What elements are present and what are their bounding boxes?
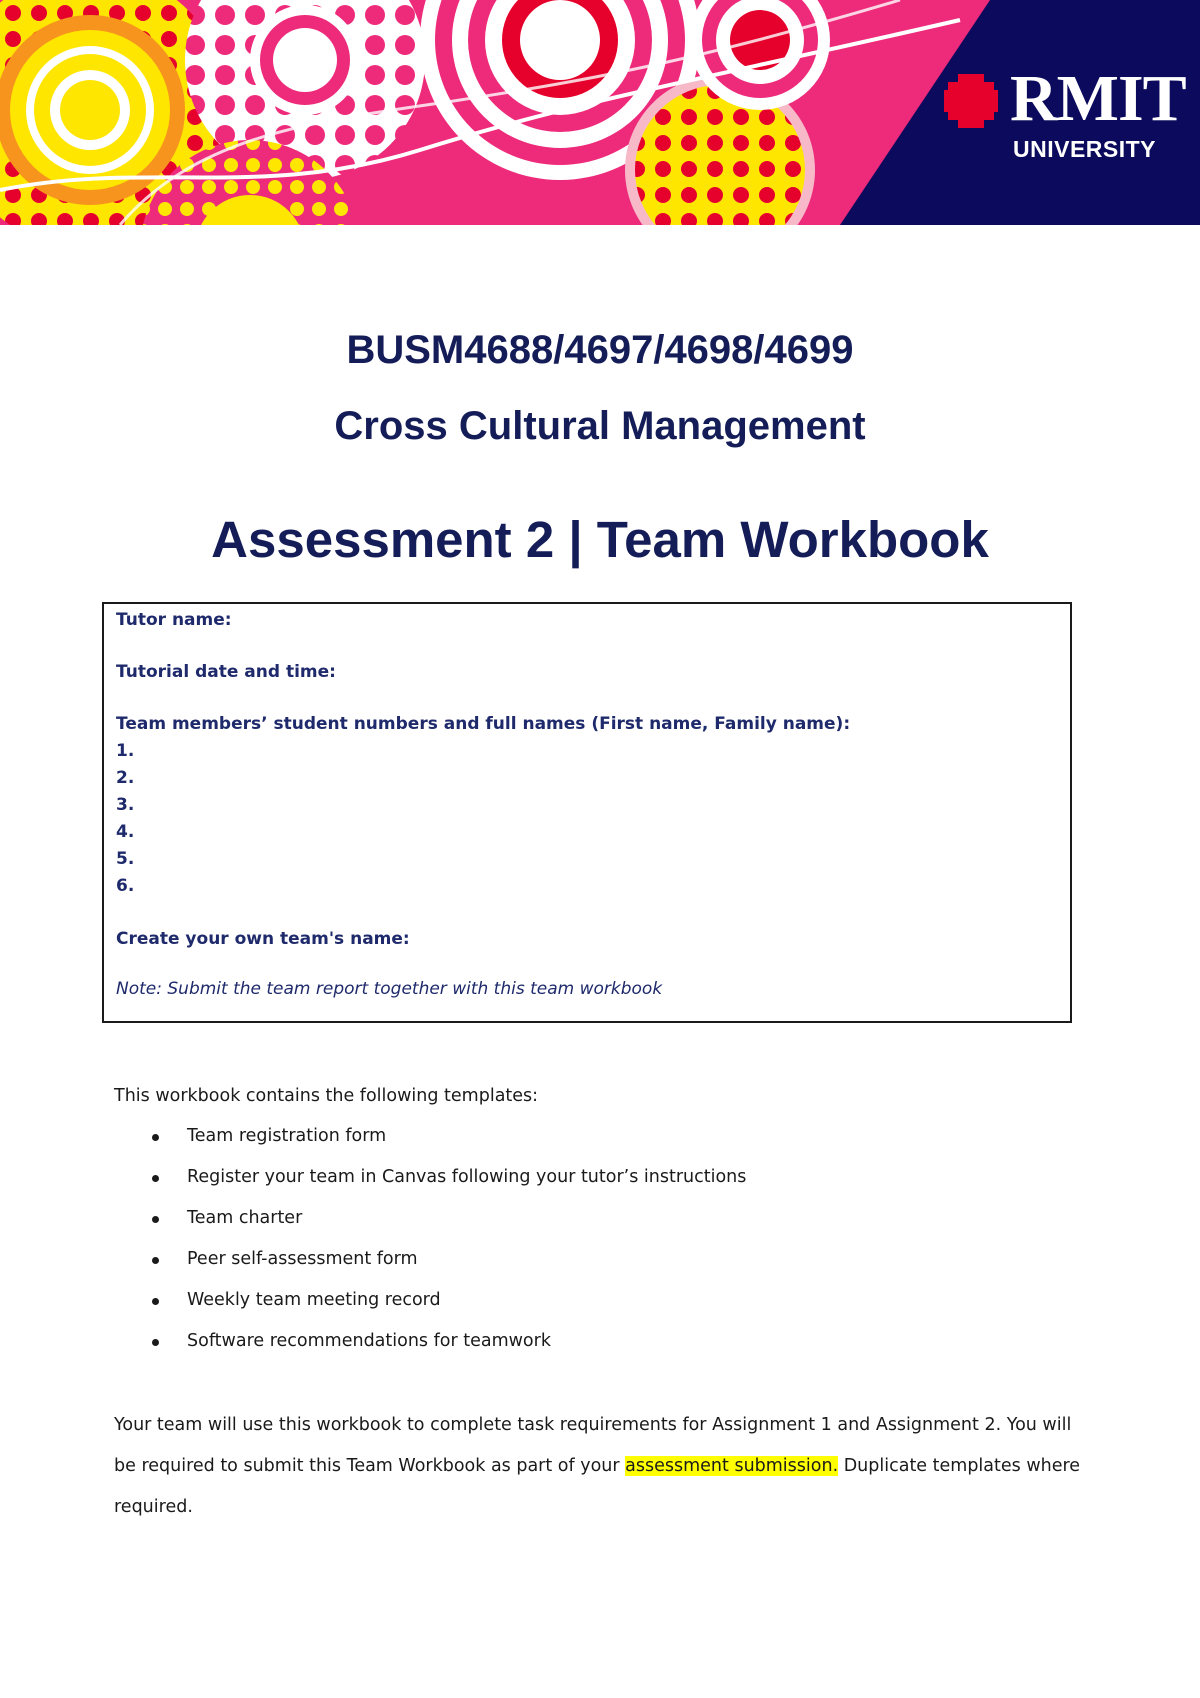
bullet-icon	[152, 1257, 159, 1264]
bullet-icon	[152, 1175, 159, 1182]
logo-wordmark: RMIT	[1010, 62, 1186, 135]
list-item-text: Team charter	[187, 1208, 303, 1228]
logo-subtitle: UNIVERSITY	[1013, 136, 1157, 162]
rmit-logo	[940, 62, 1186, 172]
document-title: Assessment 2 | Team Workbook	[211, 511, 989, 568]
list-item-text: Software recommendations for teamwork	[187, 1331, 551, 1351]
list-item-text: Peer self-assessment form	[187, 1249, 418, 1269]
course-name: Cross Cultural Management	[334, 404, 866, 448]
list-item-text: Weekly team meeting record	[187, 1290, 441, 1310]
workbook-instructions	[114, 1405, 1094, 1528]
course-code: BUSM4688/4697/4698/4699	[346, 328, 854, 372]
team-members-label: Team members’ student numbers and full names (First name, Family name):	[116, 714, 851, 734]
bullet-icon	[152, 1298, 159, 1305]
bullet-icon	[152, 1134, 159, 1141]
bullet-icon	[152, 1339, 159, 1346]
member-number: 5.	[116, 849, 135, 869]
member-number: 6.	[116, 876, 135, 896]
member-number: 2.	[116, 768, 135, 788]
tutor-name-label: Tutor name:	[116, 610, 232, 630]
team-info-box	[102, 602, 1072, 1023]
member-number: 1.	[116, 741, 135, 761]
submission-note: Note: Submit the team report together with this team workbook	[116, 979, 663, 999]
templates-intro: This workbook contains the following templates:	[114, 1086, 539, 1106]
list-item-text: Register your team in Canvas following your tutor’s instructions	[187, 1167, 747, 1187]
member-number: 3.	[116, 795, 135, 815]
highlighted-phrase: assessment submission.	[625, 1456, 839, 1476]
bullet-icon	[152, 1216, 159, 1223]
instructions-text-part2: Duplicate templates where required.	[114, 1456, 1081, 1517]
rmit-pixel-mark-icon	[944, 74, 998, 128]
header-banner	[0, 0, 1200, 225]
member-number: 4.	[116, 822, 135, 842]
list-item-text: Team registration form	[187, 1126, 387, 1146]
tutorial-date-label: Tutorial date and time:	[116, 662, 336, 682]
instructions-text-part1: Your team will use this workbook to complete task requirements for Assignment 1 and Assignment 2. You will be required to submit this Team Workbook as part of your	[114, 1415, 1072, 1476]
team-name-label: Create your own team's name:	[116, 929, 410, 949]
